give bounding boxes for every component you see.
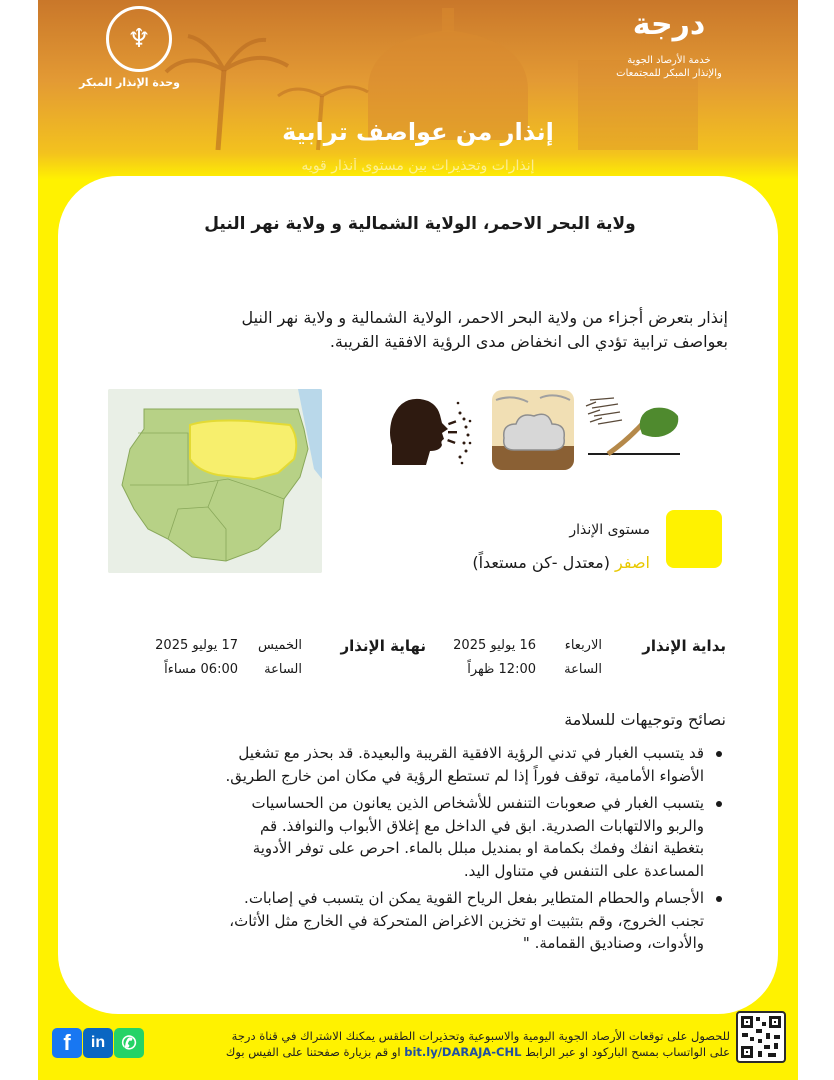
safety-tips-list	[108, 742, 726, 960]
header-banner	[38, 0, 798, 180]
subscription-info	[150, 1028, 730, 1060]
safety-tip-line: تجنب الخروج، وقم بتثبيت او تخزين الاغراض المتحركة في الخارج مثل الأثاث،	[229, 911, 704, 930]
whatsapp-icon[interactable]: ✆	[114, 1028, 144, 1058]
safety-tip-line: يتسبب الغبار في صعوبات التنفس للأشخاص الذين يعانون من الحساسيات	[251, 794, 704, 812]
alert-description	[100, 306, 728, 354]
sudan-warning-map	[108, 389, 322, 573]
subscription-line-prefix: على الواتساب بمسح الباركود او عبر الرابط	[525, 1045, 730, 1059]
warning-level-value	[472, 553, 650, 572]
daraja-tagline-1: خدمة الأرصاد الجوية	[627, 55, 711, 66]
warning-level-color-word: اصفر	[615, 553, 650, 572]
warning-level-color-swatch	[666, 510, 722, 568]
safety-tip-line: قد يتسبب الغبار في تدني الرؤية الافقية القريبة والبعيدة. قد بحذر مع تشغيل	[238, 744, 704, 762]
cough-icon	[386, 393, 472, 469]
warning-start-date: 16 يوليو 2025	[453, 638, 536, 653]
warning-end-time-label: الساعة	[264, 662, 302, 677]
early-warning-unit-caption: وحدة الإنذار المبكر	[79, 76, 180, 89]
safety-tip	[108, 792, 726, 882]
wind-tree-icon	[584, 392, 684, 464]
meteorological-authority-logo	[79, 6, 180, 89]
safety-tip-line: بتغطية انفك وفمك بكمامة او بمنديل مبلل بالماء. احرص على توفر الأدوية	[252, 839, 704, 857]
dust-storm-icon	[492, 390, 574, 470]
poster-title: إنذار من عواصف ترابية	[282, 118, 554, 146]
alert-description-line: إنذار بتعرض أجزاء من ولاية البحر الاحمر، الولاية الشمالية و ولاية نهر النيل	[241, 308, 728, 327]
subscription-line	[150, 1044, 730, 1060]
safety-tip	[108, 742, 726, 787]
seal-emblem-icon: ♆	[106, 6, 172, 72]
warning-end-time: 06:00 مساءاً	[164, 662, 238, 677]
subscription-line-suffix: او قم بزيارة صفحتنا على الفيس بوك	[225, 1045, 401, 1059]
affected-regions-title: ولاية البحر الاحمر، الولاية الشمالية و ولاية نهر النيل	[204, 214, 636, 234]
faded-subtitle: إنذارات وتحذيرات بين مستوى أنذار قويه	[301, 158, 535, 174]
warning-start-heading: بداية الإنذار	[642, 637, 726, 655]
facebook-icon[interactable]: f	[52, 1028, 82, 1058]
safety-tip-line: والربو والالتهابات الصدرية. ابق في الداخل مع إغلاق الأبواب والنوافذ. قم	[259, 816, 704, 835]
warning-end-date: 17 يوليو 2025	[155, 638, 238, 653]
safety-tip-line: والأدوات، وصناديق القمامة. "	[522, 934, 704, 952]
warning-start-day: الاربعاء	[564, 638, 602, 653]
safety-tips-title: نصائح وتوجيهات للسلامة	[564, 710, 726, 729]
alert-description-line: بعواصف ترابية تؤدي الى انخفاض مدى الرؤية الافقية القريبة.	[329, 332, 728, 351]
warning-end-day: الخميس	[258, 638, 302, 653]
warning-level-label: مستوى الإنذار	[569, 522, 650, 538]
qr-code-icon[interactable]	[736, 1011, 786, 1063]
safety-tip	[108, 887, 726, 955]
daraja-tagline-2: والإنذار المبكر للمجتمعات	[616, 67, 722, 79]
channel-link[interactable]: bit.ly/DARAJA-CHL	[404, 1045, 522, 1059]
safety-tip-line: الأجسام والحطام المتطاير بفعل الرياح القوية يمكن ان يتسبب في إصابات.	[244, 889, 704, 907]
safety-tip-line: الأضواء الأمامية، توقف فوراً إذا لم تستطع الرؤية في مكان امن خارج الطريق.	[225, 766, 704, 785]
linkedin-icon[interactable]: in	[83, 1028, 113, 1058]
warning-start-time-label: الساعة	[564, 662, 602, 677]
warning-end-heading: نهاية الإنذار	[340, 637, 426, 655]
warning-level-description: (معتدل -كن مستعداً)	[472, 553, 610, 572]
subscription-line: للحصول على توقعات الأرصاد الجوية اليومية والاسبوعية وتحذيرات الطقس يمكنك الاشتراك في قناة درجة	[231, 1029, 730, 1043]
daraja-brand-name: درجة	[632, 7, 706, 42]
warning-start-time: 12:00 ظهراً	[467, 662, 536, 677]
safety-tip-line: المساعدة على التنفس في متناول اليد.	[463, 861, 704, 880]
daraja-logo	[594, 8, 744, 80]
